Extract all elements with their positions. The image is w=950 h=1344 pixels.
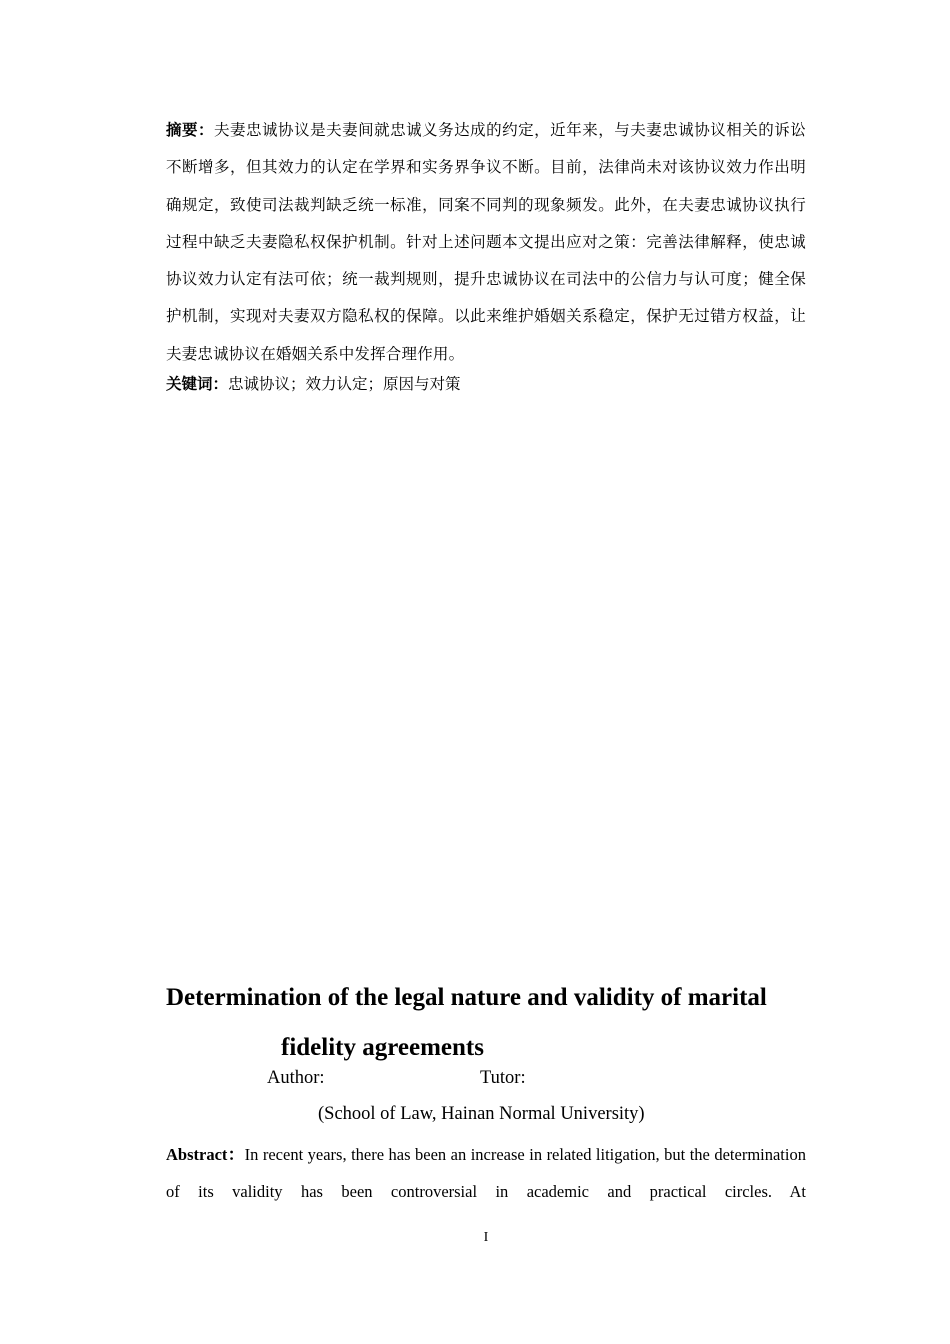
english-abstract-label: Abstract： (166, 1145, 245, 1164)
english-abstract-text: In recent years, there has been an increase in related litigation, but the determination of its validity has been controversial in academic and practical circles. At (166, 1145, 806, 1201)
chinese-keywords (166, 369, 806, 399)
affiliation: (School of Law, Hainan Normal University) (318, 1104, 645, 1124)
page-number: I (483, 1230, 489, 1245)
chinese-keywords-text: 忠诚协议；效力认定；原因与对策 (228, 375, 461, 393)
english-title (166, 973, 826, 1073)
chinese-abstract (166, 112, 806, 373)
chinese-keywords-label: 关键词： (166, 375, 229, 393)
english-title-line-1: Determination of the legal nature and validity of marital (166, 984, 767, 1011)
english-title-line-2: fidelity agreements (281, 1034, 484, 1061)
chinese-abstract-text: 夫妻忠诚协议是夫妻间就忠诚义务达成的约定，近年来，与夫妻忠诚协议相关的诉讼不断增多，但其效力的认定在学界和实务界争议不断。目前，法律尚未对该协议效力作出明确规定，致使司法裁判缺乏统一标准，同案不同判的现象频发。此外，在夫妻忠诚协议执行过程中缺乏夫妻隐私权保护机制。针对上述问题本文提出应对之策：完善法律解释，使忠诚协议效力认定有法可依；统一裁判规则，提升忠诚协议在司法中的公信力与认可度；健全保护机制，实现对夫妻双方隐私权的保障。以此来维护婚姻关系稳定，保护无过错方权益，让夫妻忠诚协议在婚姻关系中发挥合理作用。 (166, 121, 806, 363)
chinese-abstract-label: 摘要： (166, 121, 215, 139)
tutor-label: Tutor: (480, 1068, 526, 1088)
author-label: Author: (267, 1068, 325, 1088)
english-abstract (166, 1136, 806, 1210)
